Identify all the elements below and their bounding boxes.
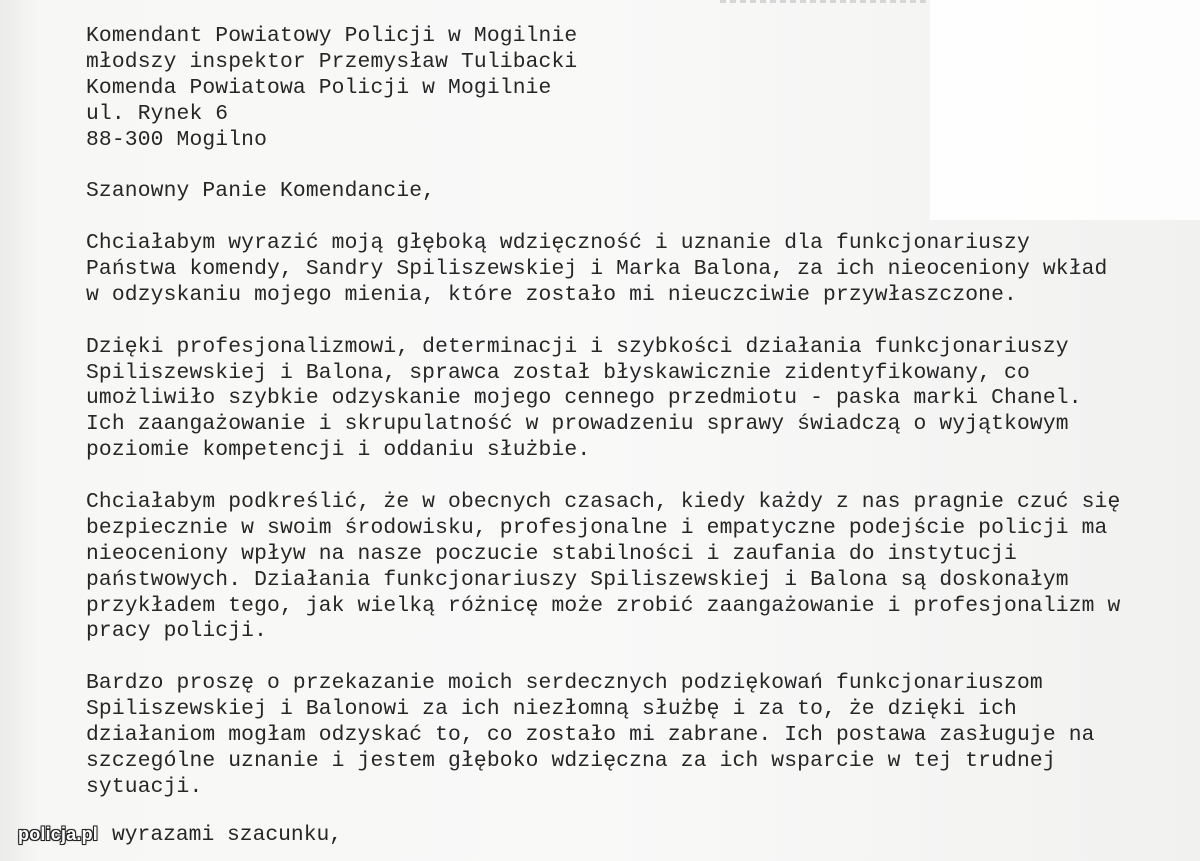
paragraph-line: bezpiecznie w swoim środowisku, profesjonalne i empatyczne podejście policji ma [86,515,1108,540]
paragraph-line: sytuacji. [86,774,203,799]
paragraph-line: Państwa komendy, Sandry Spiliszewskiej i Marka Balona, za ich nieoceniony wkład [86,257,1108,282]
spacer [86,464,1186,490]
paragraph-line: Chciałabym wyrazić moją głęboką wdzięczność i uznanie dla funkcjonariuszy [86,231,1030,256]
paragraph-line: działaniom mogłam odzyskać to, co zostało mi zabrane. Ich postawa zasługuje na [86,723,1095,748]
paragraph-line: umożliwiło szybkie odzyskanie mojego cennego przedmiotu - paska marki Chanel. [86,386,1082,411]
sender-block [86,24,1186,153]
paragraph-line: państwowych. Działania funkcjonariuszy Spiliszewskiej i Balona są doskonałym [86,567,1069,592]
top-edge-mark [720,0,930,3]
paragraph-3 [86,490,1186,645]
letter-body [86,24,1186,801]
spacer [86,153,1186,179]
paragraph-4 [86,671,1186,800]
paragraph-line: w odzyskaniu mojego mienia, które zostało mi nieuczciwie przywłaszczone. [86,282,1017,307]
paragraph-line: Chciałabym podkreślić, że w obecnych czasach, kiedy każdy z nas pragnie czuć się [86,490,1121,515]
paragraph-line: Spiliszewskiej i Balona, sprawca został błyskawicznie zidentyfikowany, co [86,360,1030,385]
paragraph-2 [86,335,1186,464]
spacer [86,309,1186,335]
sender-line: Komendant Powiatowy Policji w Mogilnie [86,24,578,48]
sender-line: młodszy inspektor Przemysław Tulibacki [86,49,578,74]
spacer [86,645,1186,671]
watermark-logo: policja.pl [18,824,99,844]
sender-line: 88-300 Mogilno [86,127,268,152]
paragraph-1 [86,231,1186,309]
paragraph-line: Bardzo proszę o przekazanie moich serdecznych podziękowań funkcjonariuszom [86,671,1043,696]
paragraph-line: Spiliszewskiej i Balonowi za ich niezłomną służbę i za to, że dzięki ich [86,697,1017,722]
spacer [86,205,1186,231]
paragraph-line: poziomie kompetencji i oddaniu służbie. [86,438,591,463]
paragraph-line: nieoceniony wpływ na nasze poczucie stabilności i zaufania do instytucji [86,541,1017,566]
sender-line: ul. Rynek 6 [86,101,229,126]
paragraph-line: szczególne uznanie i jestem głęboko wdzięczna za ich wsparcie w tej trudnej [86,748,1056,773]
salutation: Szanowny Panie Komendancie, [86,179,436,204]
closing-line: wyrazami szacunku, [112,823,343,847]
paragraph-line: przykładem tego, jak wielką różnicę może zrobić zaangażowanie i profesjonalizm w [86,593,1121,618]
paragraph-line: pracy policji. [86,619,268,644]
paragraph-line: Dzięki profesjonalizmowi, determinacji i szybkości działania funkcjonariuszy [86,334,1069,359]
paragraph-line: Ich zaangażowanie i skrupulatność w prowadzeniu sprawy świadczą o wyjątkowym [86,412,1069,437]
sender-line: Komenda Powiatowa Policji w Mogilnie [86,75,552,100]
